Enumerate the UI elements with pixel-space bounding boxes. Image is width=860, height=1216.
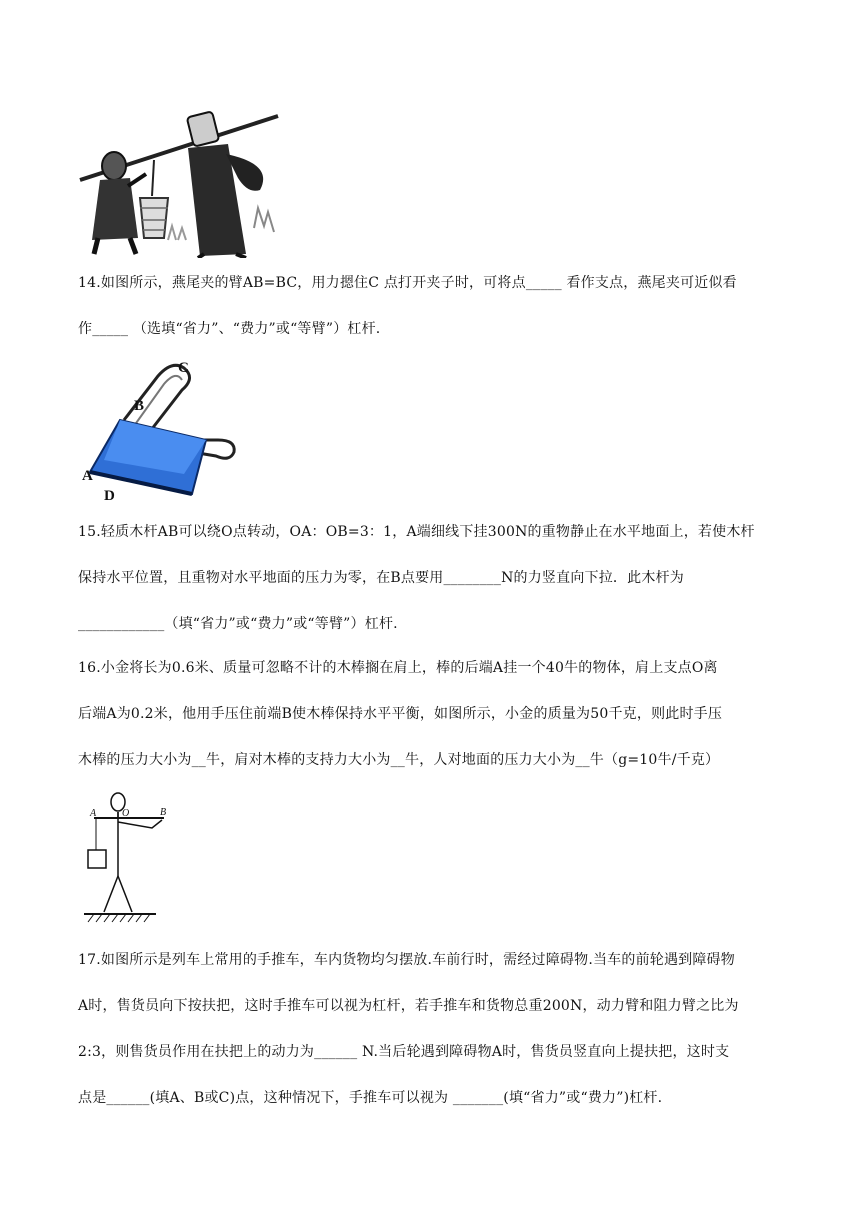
binder-clip-figure xyxy=(80,356,250,504)
label-d: D xyxy=(104,488,115,504)
label-a: A xyxy=(82,468,93,484)
label-o: O xyxy=(122,808,130,819)
question-16 xyxy=(78,645,788,783)
label-b: B xyxy=(134,398,145,414)
label-a: A xyxy=(90,808,97,819)
question-14 xyxy=(78,260,788,352)
label-c: C xyxy=(178,360,189,376)
porters-illustration xyxy=(78,108,284,258)
question-line: 保持水平位置，且重物对水平地面的压力为零，在B点要用________N的力竖直向下拉．此木杆为 xyxy=(78,570,684,586)
question-line: 17.如图所示是列车上常用的手推车，车内货物均匀摆放.车前行时，需经过障碍物.当车的前轮遇到障碍物 xyxy=(78,952,735,968)
question-15 xyxy=(78,509,788,647)
question-line: A时，售货员向下按扶把，这时手推车可以视为杠杆，若手推车和货物总重200N，动力臂和阻力臂之比为 xyxy=(78,998,739,1014)
question-line: 14.如图所示，燕尾夹的臂AB=BC，用力摁住C 点打开夹子时，可将点_____ 看作支点，燕尾夹可近似看 xyxy=(78,275,737,291)
label-b: B xyxy=(160,807,167,818)
question-line: 点是______(填A、B或C)点，这种情况下，手推车可以视为 _______(填“省力”或“费力”)杠杆. xyxy=(78,1090,663,1106)
question-line: 木棒的压力大小为__牛，肩对木棒的支持力大小为__牛，人对地面的压力大小为__牛（g=10牛/千克） xyxy=(78,752,720,768)
question-line: 15.轻质木杆AB可以绕O点转动，OA：OB=3：1，A端细线下挂300N的重物静止在水平地面上，若使木杆 xyxy=(78,524,755,540)
question-17 xyxy=(78,937,788,1121)
question-line: 2:3，则售货员作用在扶把上的动力为______ N.当后轮遇到障碍物A时，售货员竖直向上提扶把，这时支 xyxy=(78,1044,730,1060)
question-line: ____________（填“省力”或“费力”或“等臂”）杠杆. xyxy=(78,616,398,632)
question-line: 16.小金将长为0.6米、质量可忽略不计的木棒搁在肩上，棒的后端A挂一个40牛的物体，肩上支点O离 xyxy=(78,660,718,676)
question-line: 作_____ （选填“省力”、“费力”或“等臂”）杠杆. xyxy=(78,321,381,337)
question-line: 后端A为0.2米，他用手压住前端B使木棒保持水平平衡，如图所示，小金的质量为50千克，则此时手压 xyxy=(78,706,723,722)
stick-figure-lever xyxy=(82,788,172,926)
